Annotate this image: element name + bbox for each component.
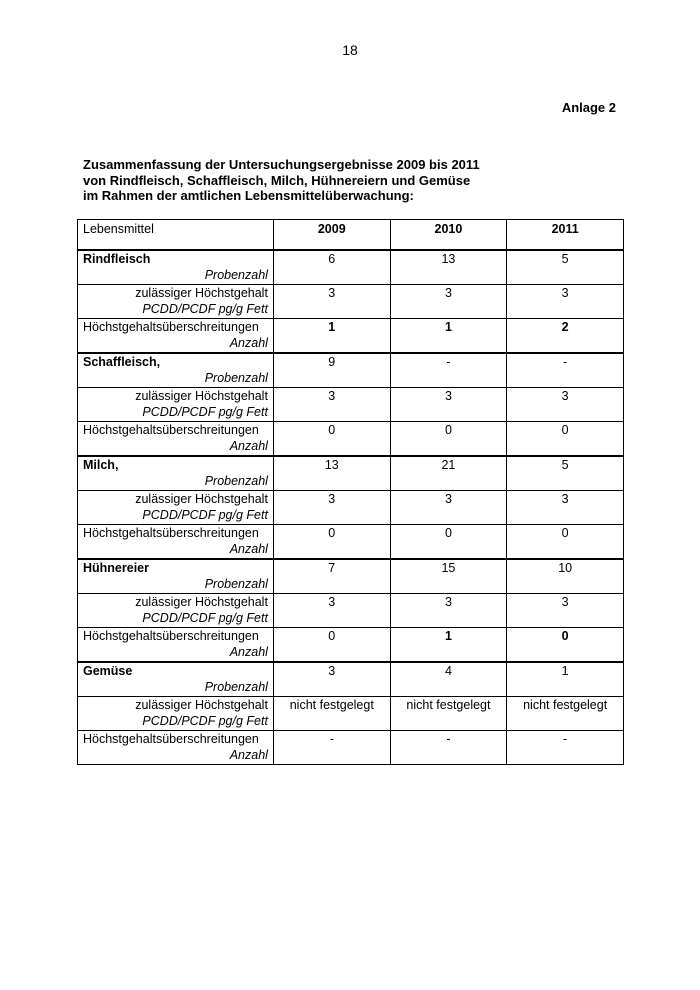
value-cell: 1 [390, 628, 507, 663]
table-row [78, 525, 624, 560]
row-label-cell [78, 422, 274, 457]
value-cell: 1 [273, 319, 390, 354]
value-cell: 21 [390, 456, 507, 491]
value-cell: 4 [390, 662, 507, 697]
row-label-cell [78, 285, 274, 319]
column-header-year: 2010 [390, 220, 507, 251]
value-cell: 5 [507, 456, 624, 491]
table-row [78, 594, 624, 628]
value-cell: 15 [390, 559, 507, 594]
value-cell: nicht festgelegt [273, 697, 390, 731]
value-cell: 5 [507, 250, 624, 285]
row-sublabel: Probenzahl [204, 679, 268, 694]
row-label-cell [78, 388, 274, 422]
table-row [78, 559, 624, 594]
row-sublabel: Anzahl [229, 438, 268, 453]
value-cell: 3 [390, 285, 507, 319]
value-cell: 9 [273, 353, 390, 388]
table-row [78, 662, 624, 697]
row-label-cell [78, 697, 274, 731]
value-cell: 0 [390, 525, 507, 560]
row-label-cell [78, 662, 274, 697]
value-cell: 3 [273, 594, 390, 628]
food-category: Hühnereier [83, 561, 149, 575]
row-label-cell [78, 491, 274, 525]
food-category: Schaffleisch, [83, 355, 161, 369]
value-cell: 3 [273, 388, 390, 422]
row-label-cell [78, 731, 274, 765]
row-sublabel: PCDD/PCDF pg/g Fett [142, 301, 268, 316]
page-number: 18 [342, 42, 358, 58]
heading-line: von Rindfleisch, Schaffleisch, Milch, Hühnereiern und Gemüse [83, 172, 471, 188]
value-cell: 6 [273, 250, 390, 285]
row-sublabel: Anzahl [229, 747, 268, 762]
table-row [78, 628, 624, 663]
value-cell: 2 [507, 319, 624, 354]
value-cell: 3 [273, 285, 390, 319]
table-row [78, 388, 624, 422]
food-category: Gemüse [83, 664, 133, 678]
row-sublabel: Probenzahl [204, 370, 268, 385]
table-header-row [78, 220, 624, 251]
row-label: Höchstgehaltsüberschreitungen [83, 423, 259, 437]
row-label: zulässiger Höchstgehalt [135, 389, 268, 403]
row-label: zulässiger Höchstgehalt [135, 492, 268, 506]
row-label: Höchstgehaltsüberschreitungen [83, 732, 259, 746]
food-category: Milch, [83, 458, 119, 472]
row-label-cell [78, 456, 274, 491]
value-cell: - [390, 731, 507, 765]
value-cell: 3 [390, 388, 507, 422]
table-row [78, 285, 624, 319]
row-sublabel: Anzahl [229, 541, 268, 556]
value-cell: - [273, 731, 390, 765]
row-label-cell [78, 525, 274, 560]
value-cell: nicht festgelegt [507, 697, 624, 731]
value-cell: 0 [507, 628, 624, 663]
value-cell: 3 [507, 594, 624, 628]
value-cell: 10 [507, 559, 624, 594]
value-cell: 3 [273, 491, 390, 525]
row-label: zulässiger Höchstgehalt [135, 595, 268, 609]
row-sublabel: Probenzahl [204, 576, 268, 591]
document-heading [83, 157, 583, 204]
value-cell: 3 [507, 491, 624, 525]
row-label-cell [78, 559, 274, 594]
row-label-cell [78, 594, 274, 628]
row-sublabel: PCDD/PCDF pg/g Fett [142, 713, 268, 728]
results-table [77, 219, 624, 765]
value-cell: 0 [390, 422, 507, 457]
value-cell: 0 [273, 422, 390, 457]
table-row [78, 456, 624, 491]
value-cell: 3 [273, 662, 390, 697]
column-header-food: Lebensmittel [78, 220, 274, 251]
table-row [78, 319, 624, 354]
table-row [78, 353, 624, 388]
table-row [78, 491, 624, 525]
value-cell: 0 [507, 422, 624, 457]
row-label: Höchstgehaltsüberschreitungen [83, 629, 259, 643]
row-label-cell [78, 319, 274, 354]
value-cell: nicht festgelegt [390, 697, 507, 731]
value-cell: 0 [273, 525, 390, 560]
value-cell: 0 [507, 525, 624, 560]
value-cell: 7 [273, 559, 390, 594]
row-label: Höchstgehaltsüberschreitungen [83, 526, 259, 540]
value-cell: 0 [273, 628, 390, 663]
value-cell: 3 [390, 594, 507, 628]
value-cell: 1 [390, 319, 507, 354]
table-body [78, 250, 624, 765]
value-cell: - [390, 353, 507, 388]
table-row [78, 731, 624, 765]
row-label-cell [78, 250, 274, 285]
table-row [78, 250, 624, 285]
value-cell: 3 [507, 388, 624, 422]
value-cell: 13 [273, 456, 390, 491]
value-cell: 3 [390, 491, 507, 525]
value-cell: 3 [507, 285, 624, 319]
value-cell: 13 [390, 250, 507, 285]
table-row [78, 697, 624, 731]
row-label: Höchstgehaltsüberschreitungen [83, 320, 259, 334]
heading-line: im Rahmen der amtlichen Lebensmittelüberwachung: [83, 188, 414, 203]
table-row [78, 422, 624, 457]
row-sublabel: PCDD/PCDF pg/g Fett [142, 610, 268, 625]
row-label-cell [78, 628, 274, 663]
row-sublabel: Probenzahl [204, 267, 268, 282]
row-sublabel: PCDD/PCDF pg/g Fett [142, 404, 268, 419]
food-category: Rindfleisch [83, 252, 151, 266]
heading-line: Zusammenfassung der Untersuchungsergebnisse 2009 bis 2011 [83, 157, 480, 172]
column-header-year: 2009 [273, 220, 390, 251]
row-sublabel: Probenzahl [204, 473, 268, 488]
row-label-cell [78, 353, 274, 388]
value-cell: 1 [507, 662, 624, 697]
value-cell: - [507, 731, 624, 765]
appendix-label: Anlage 2 [561, 100, 616, 115]
row-sublabel: Anzahl [229, 335, 268, 350]
row-sublabel: Anzahl [229, 644, 268, 659]
column-header-year: 2011 [507, 220, 624, 251]
row-sublabel: PCDD/PCDF pg/g Fett [142, 507, 268, 522]
row-label: zulässiger Höchstgehalt [135, 286, 268, 300]
row-label: zulässiger Höchstgehalt [135, 698, 268, 712]
value-cell: - [507, 353, 624, 388]
